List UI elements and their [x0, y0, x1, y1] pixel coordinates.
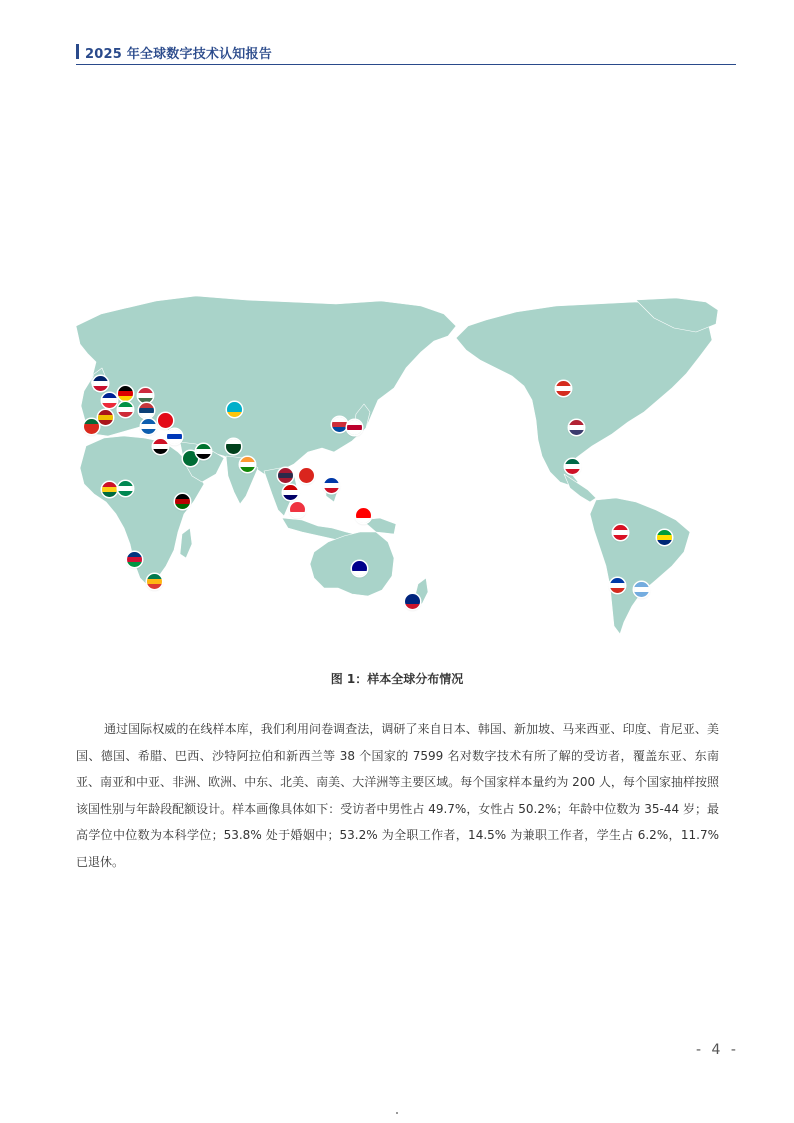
page-number: - 4 - — [696, 1042, 739, 1058]
flag-hungary-icon — [138, 388, 153, 403]
flag-singapore-icon — [290, 502, 305, 517]
flag-india-icon — [240, 457, 255, 472]
flag-greece-icon — [141, 419, 156, 434]
landmass-south-america — [590, 498, 690, 634]
flag-vietnam-icon — [299, 468, 314, 483]
footer-dot — [396, 1112, 398, 1114]
flag-philippines-icon — [324, 478, 339, 493]
flag-chile-icon — [610, 578, 625, 593]
flag-mexico-icon — [565, 459, 580, 474]
flag-kazakhstan-icon — [227, 402, 242, 417]
flag-kenya-icon — [175, 494, 190, 509]
figure-caption: 图 1：样本全球分布情况 — [330, 672, 464, 686]
world-map-figure — [76, 296, 718, 636]
flag-japan-icon — [347, 420, 362, 435]
flag-uk-icon — [93, 376, 108, 391]
flag-australia-icon — [352, 561, 367, 576]
flag-spain-icon — [98, 410, 113, 425]
flag-usa-icon — [569, 420, 584, 435]
flag-nigeria-icon — [118, 481, 133, 496]
body-paragraph: 通过国际权威的在线样本库，我们利用问卷调查法，调研了来自日本、韩国、新加坡、马来西亚、印度、肯尼亚、美国、德国、希腊、巴西、沙特阿拉伯和新西兰等 38 个国家的 7599 名对数字技术有所了解的受访者，覆盖东亚、东南亚、南亚和中亚、非洲、欧洲、中东、北美、南美、大洋洲等主要区域。每个国家样本量约为 200 人，每个国家抽样按照该国性别与年龄段配额设计。样本画像具体如下：受访者中男性占 49.7%，女性占 50.2%；年龄中位数为 35-44 岁；最高学位中位数为本科学位；53.8% 处于婚姻中；53.2% 为全职工作者，14.5% 为兼职工作者，学生占 6.2%，11.7% 已退休。 — [76, 722, 719, 869]
flag-peru-icon — [613, 525, 628, 540]
flag-malaysia-icon — [283, 485, 298, 500]
flag-ghana-icon — [102, 482, 117, 497]
flag-brazil-icon — [657, 530, 672, 545]
flag-france-icon — [102, 393, 117, 408]
flag-israel-icon — [167, 429, 182, 444]
flag-indonesia-icon — [356, 508, 371, 523]
flag-canada-icon — [556, 381, 571, 396]
page-header — [76, 40, 736, 65]
flag-pakistan-icon — [226, 439, 241, 454]
flag-egypt-icon — [153, 439, 168, 454]
flag-germany-icon — [118, 386, 133, 401]
flag-turkey-icon — [158, 413, 173, 428]
flag-portugal-icon — [84, 419, 99, 434]
flag-italy-icon — [118, 402, 133, 417]
landmass-madagascar — [180, 528, 192, 558]
flag-thailand-icon — [278, 468, 293, 483]
flag-new-zealand-icon — [405, 594, 420, 609]
landmass-central-america — [564, 474, 596, 502]
flag-namibia-icon — [127, 552, 142, 567]
flag-uae-icon — [196, 444, 211, 459]
flag-south-korea-icon — [332, 417, 347, 432]
landmass-north-america — [456, 302, 712, 486]
flag-south-africa-icon — [147, 574, 162, 589]
header-accent-bar — [76, 44, 79, 59]
flag-argentina-icon — [634, 582, 649, 597]
flag-serbia-icon — [139, 403, 154, 418]
header-title: 2025 年全球数字技术认知报告 — [85, 47, 272, 62]
